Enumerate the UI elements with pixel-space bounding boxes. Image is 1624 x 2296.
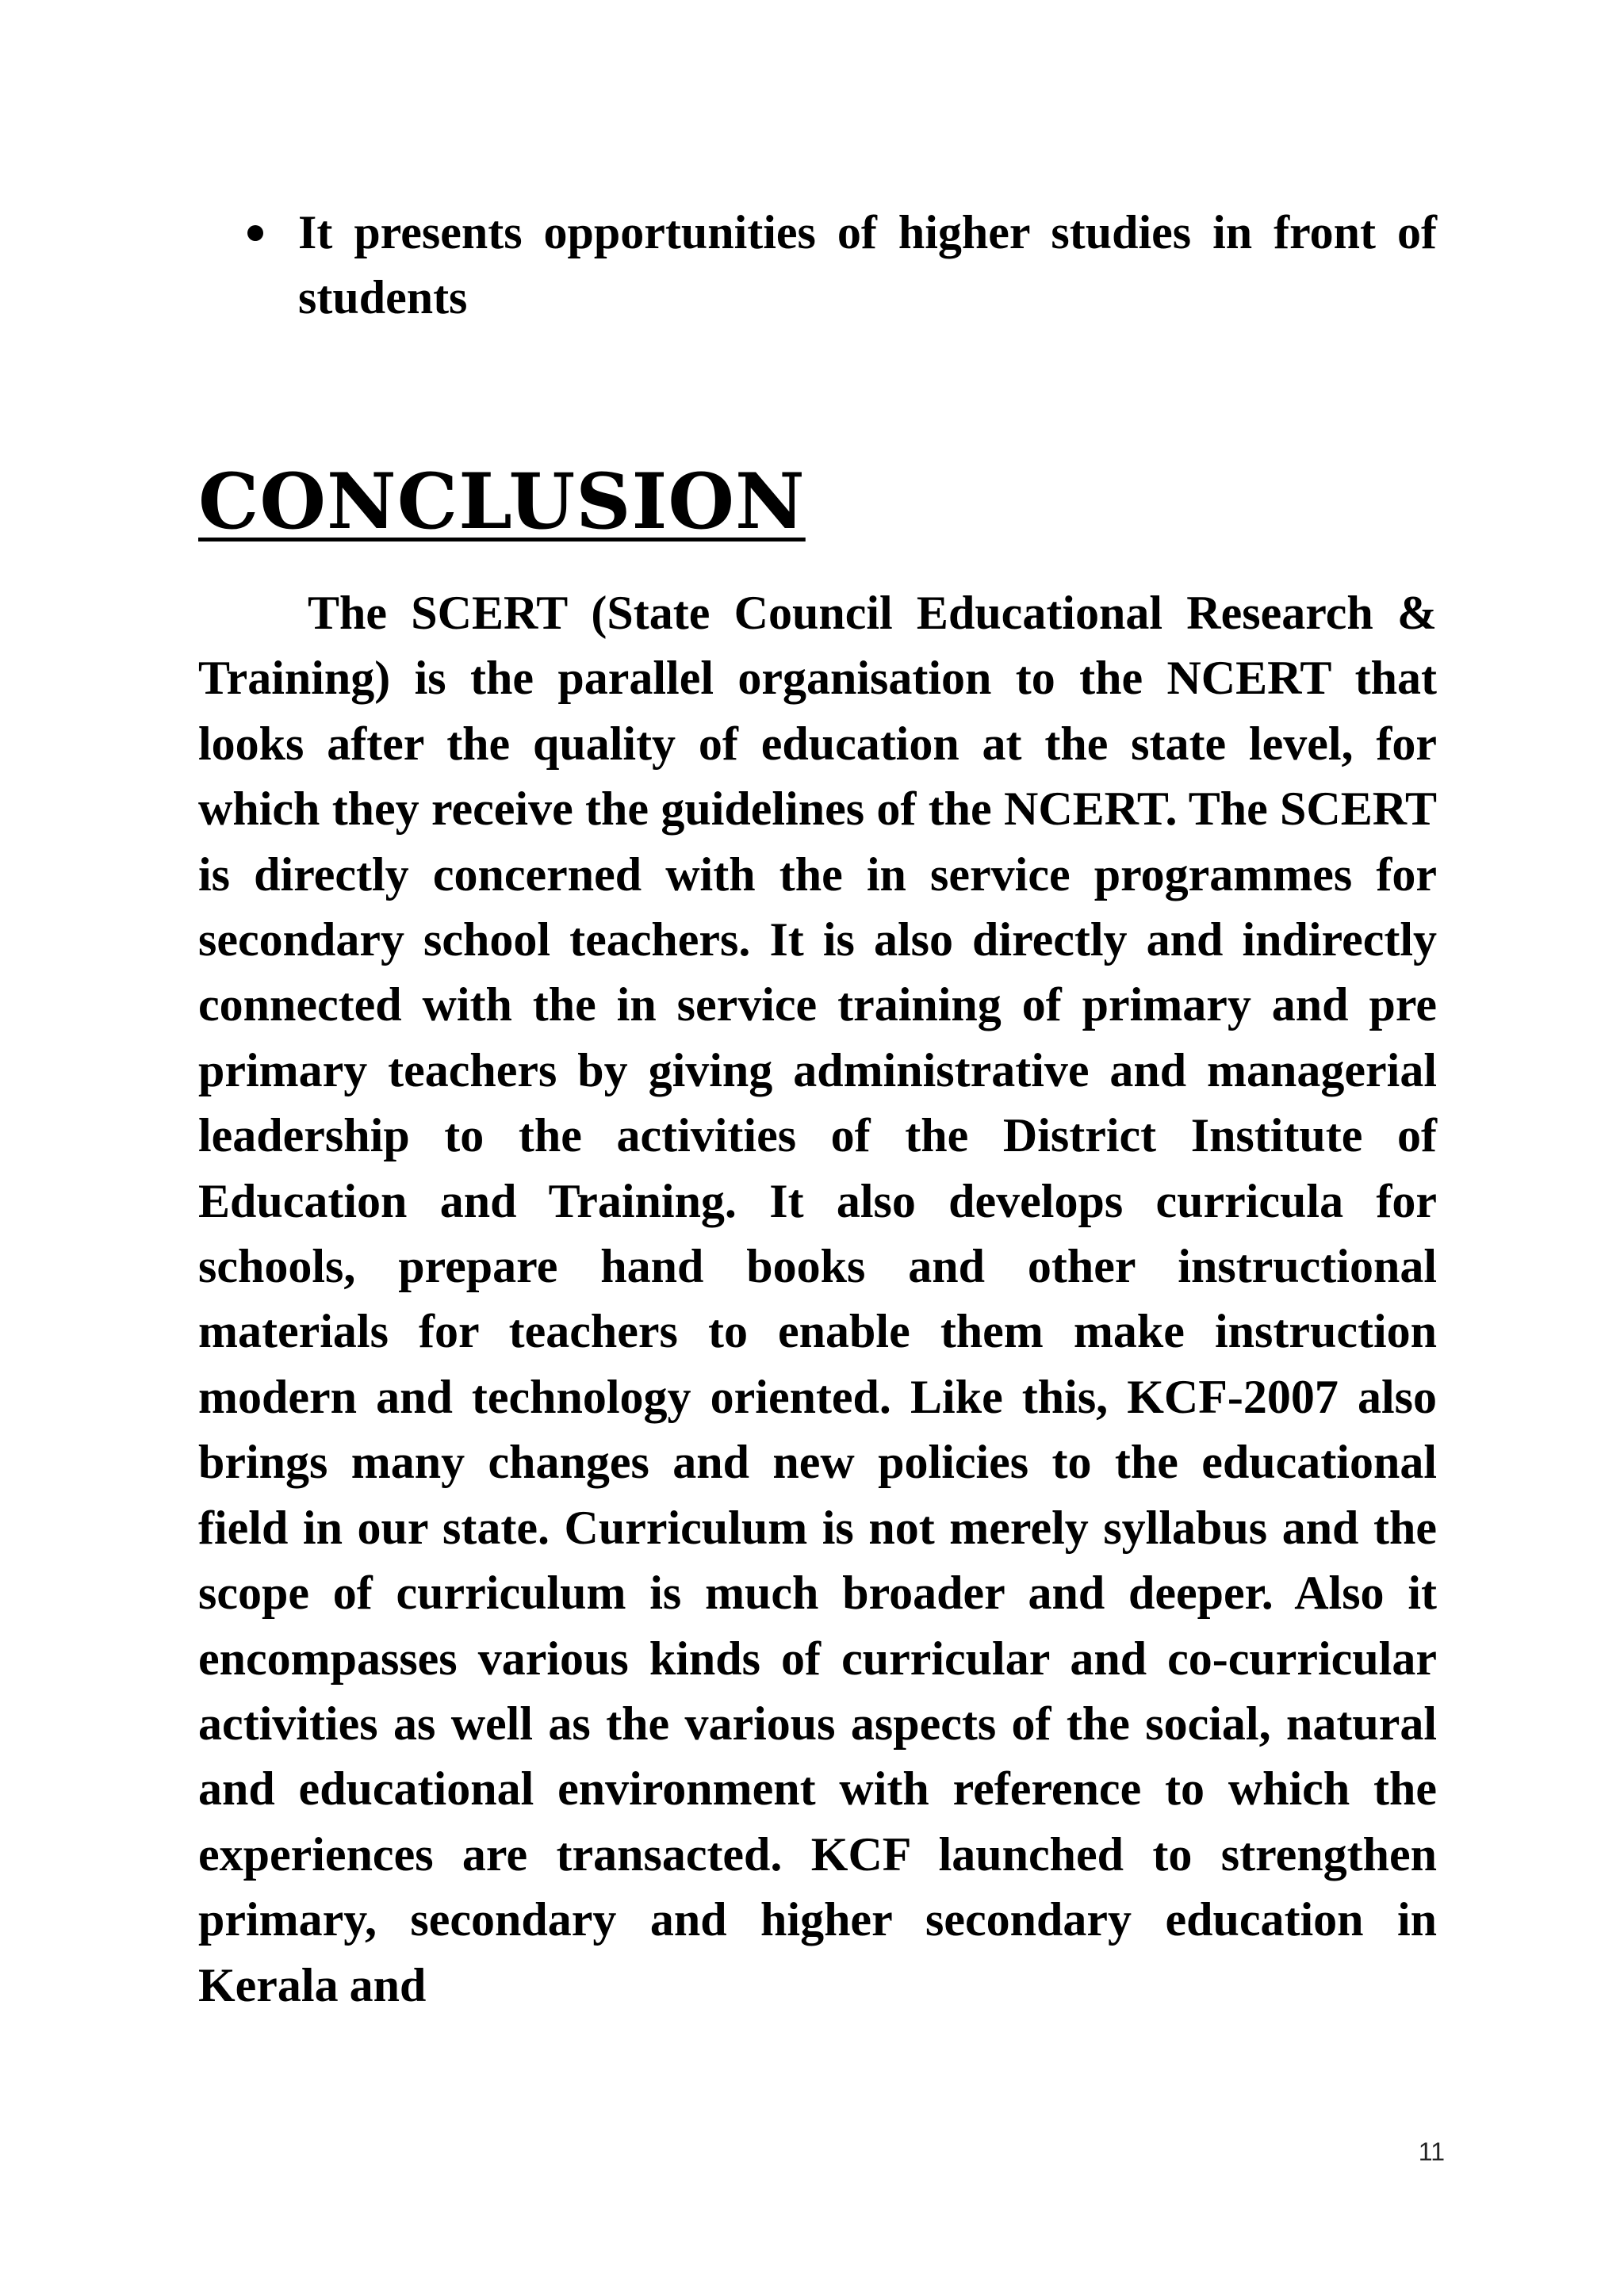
- bullet-dot-icon: [247, 225, 263, 241]
- conclusion-paragraph: The SCERT (State Council Educational Research & Training) is the parallel organisation to the NCERT that looks after the quality of education at the state level, for which they receive the guidelines of the NCERT. The SCERT is directly concerned with the in service programmes for secondary school teachers. It is also directly and indirectly connected with the in service training of primary and pre primary teachers by giving administrative and managerial leadership to the activities of the District Institute of Education and Training. It also develops curricula for schools, prepare hand books and other instructional materials for teachers to enable them make instruction modern and technology oriented. Like this, KCF-2007 also brings many changes and new policies to the educational field in our state. Curriculum is not merely syllabus and the scope of curriculum is much broader and deeper. Also it encompasses various kinds of curricular and co-curricular activities as well as the various aspects of the social, natural and educational environment with reference to which the experiences are transacted. KCF launched to strengthen primary, secondary and higher secondary education in Kerala and: [198, 587, 1437, 2011]
- page-number: 11: [1418, 2137, 1445, 2166]
- section-heading: CONCLUSION: [198, 457, 806, 546]
- bullet-text: It presents opportunities of higher studies in front of students: [298, 206, 1437, 323]
- bullet-list-item: [200, 200, 1437, 330]
